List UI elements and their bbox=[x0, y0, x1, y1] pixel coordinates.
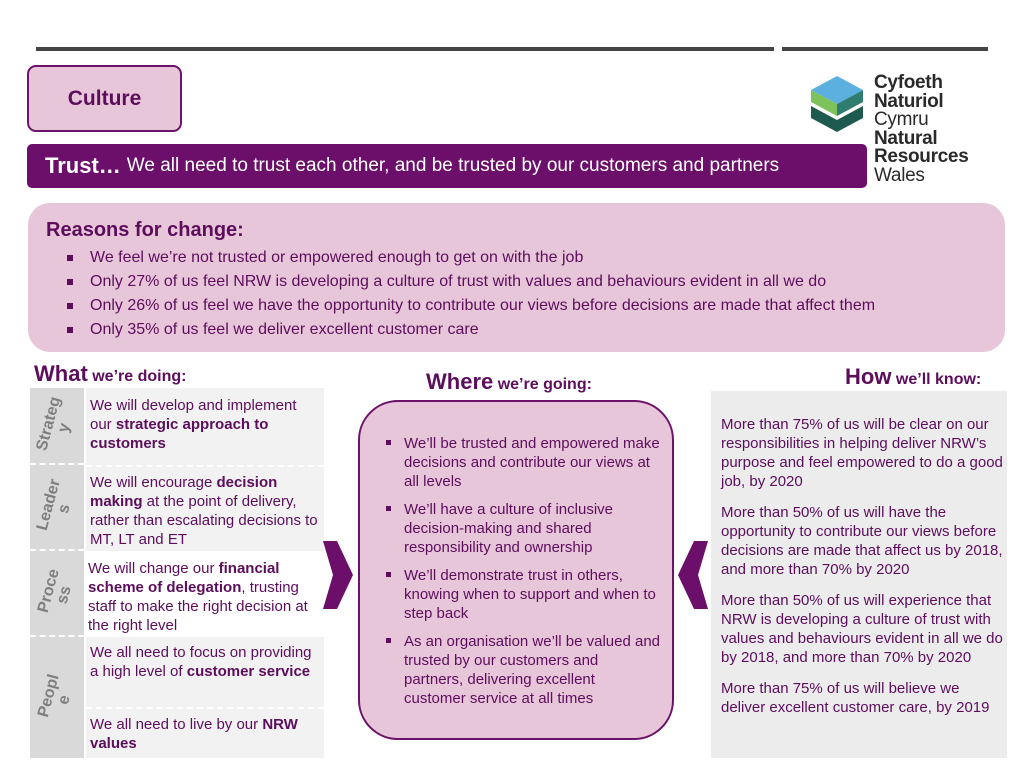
category-strategy bbox=[30, 388, 84, 465]
logo-line-1: Cyfoeth bbox=[874, 72, 943, 93]
what-item-text: We will encourage bbox=[90, 474, 217, 491]
what-item-process bbox=[84, 551, 322, 637]
logo-wordmark bbox=[874, 74, 968, 185]
where-item: We’ll have a culture of inclusive decision-making and shared responsibility and ownership bbox=[404, 500, 660, 557]
reason-item: Only 26% of us feel we have the opportunity to contribute our views before decisions are made that affect them bbox=[90, 294, 1005, 318]
category-label: Leader s bbox=[33, 477, 74, 533]
reason-item: Only 35% of us feel we deliver excellent customer care bbox=[90, 318, 1005, 342]
what-heading bbox=[34, 361, 186, 387]
what-item-text: We all need to focus on providing a high level of bbox=[90, 644, 312, 680]
reasons-title: Reasons for change: bbox=[46, 219, 244, 241]
category-process bbox=[30, 551, 84, 637]
what-item-bold: financial scheme of delegation bbox=[88, 560, 280, 596]
reason-item: We feel we’re not trusted or empowered enough to get on with the job bbox=[90, 246, 1005, 270]
how-panel bbox=[711, 391, 1007, 758]
how-heading bbox=[845, 364, 981, 390]
how-item: More than 75% of us will believe we deliver excellent customer care, by 2019 bbox=[721, 680, 990, 716]
what-item-customer-service bbox=[86, 637, 324, 707]
category-label: Peopl e bbox=[34, 672, 74, 719]
where-item: We’ll be trusted and empowered make decisions and contribute our views at all levels bbox=[404, 435, 660, 490]
culture-label: Culture bbox=[27, 65, 182, 132]
where-heading bbox=[426, 369, 592, 395]
what-heading-small: we’re doing: bbox=[92, 368, 187, 385]
category-label: Strateg y bbox=[33, 394, 74, 453]
nrw-logo-mark-icon bbox=[808, 76, 866, 132]
what-item-text: at the point of delivery, rather than escalating decisions to MT, LT and ET bbox=[90, 493, 318, 548]
how-heading-big: How bbox=[845, 364, 892, 389]
what-item-text: , trusting staff to make the right decision at the right level bbox=[88, 579, 308, 634]
how-heading-small: we’ll know: bbox=[895, 371, 982, 388]
how-item: More than 75% of us will be clear on our responsibilities in helping deliver NRW’s purpose and feel empowered to do a good job, by 2020 bbox=[721, 416, 1003, 490]
what-item-strategy bbox=[86, 388, 324, 465]
what-item-leaders bbox=[86, 465, 324, 551]
how-item: More than 50% of us will have the opportunity to contribute our views before decisions are made that affect us by 2018, and more than 70% by 2020 bbox=[721, 504, 1003, 578]
how-item: More than 50% of us will experience that NRW is developing a culture of trust with values and behaviours evident in all we do by 2018, and more than 70% by 2020 bbox=[721, 592, 1003, 666]
top-rule-left bbox=[36, 47, 774, 51]
where-heading-small: we’re going: bbox=[497, 376, 592, 393]
where-item: We’ll demonstrate trust in others, knowing when to support and when to step back bbox=[404, 566, 660, 623]
top-rule-right bbox=[782, 47, 988, 51]
where-list bbox=[404, 434, 660, 708]
what-grid bbox=[30, 388, 324, 758]
what-item-bold: NRW values bbox=[90, 716, 298, 752]
trust-banner bbox=[27, 144, 867, 188]
logo-line-5: Resources bbox=[874, 146, 969, 167]
what-heading-big: What bbox=[34, 361, 88, 386]
category-label: Proce ss bbox=[34, 567, 75, 615]
logo-line-6: Wales bbox=[874, 164, 925, 186]
what-item-bold: strategic approach to customers bbox=[90, 416, 269, 452]
trust-text: We all need to trust each other, and be trusted by our customers and partners bbox=[126, 155, 780, 176]
category-people bbox=[30, 637, 84, 758]
where-heading-big: Where bbox=[426, 369, 494, 394]
what-item-text: We all need to live by our bbox=[90, 716, 263, 733]
logo-line-2: Naturiol bbox=[874, 90, 944, 112]
where-item: As an organisation we’ll be valued and trusted by our customers and partners, delivering excellent customer service at all times bbox=[404, 633, 661, 707]
what-item-bold: customer service bbox=[186, 663, 311, 680]
arrow-left-icon bbox=[678, 541, 708, 609]
reason-item: Only 27% of us feel NRW is developing a culture of trust with values and behaviours evident in all we do bbox=[90, 270, 1005, 294]
what-item-values bbox=[86, 707, 324, 758]
what-item-text: We will change our bbox=[88, 560, 219, 577]
what-item-bold: decision making bbox=[90, 474, 278, 510]
what-item-text: We will develop and implement our bbox=[90, 397, 297, 433]
logo-line-3: Cymru bbox=[874, 109, 929, 130]
category-leaders bbox=[30, 465, 84, 551]
reasons-list bbox=[46, 246, 1005, 342]
where-panel bbox=[358, 400, 674, 740]
arrow-right-icon bbox=[323, 541, 353, 609]
trust-lead: Trust… bbox=[45, 153, 121, 178]
logo-line-4: Natural bbox=[874, 127, 938, 149]
reasons-panel bbox=[28, 203, 1005, 352]
